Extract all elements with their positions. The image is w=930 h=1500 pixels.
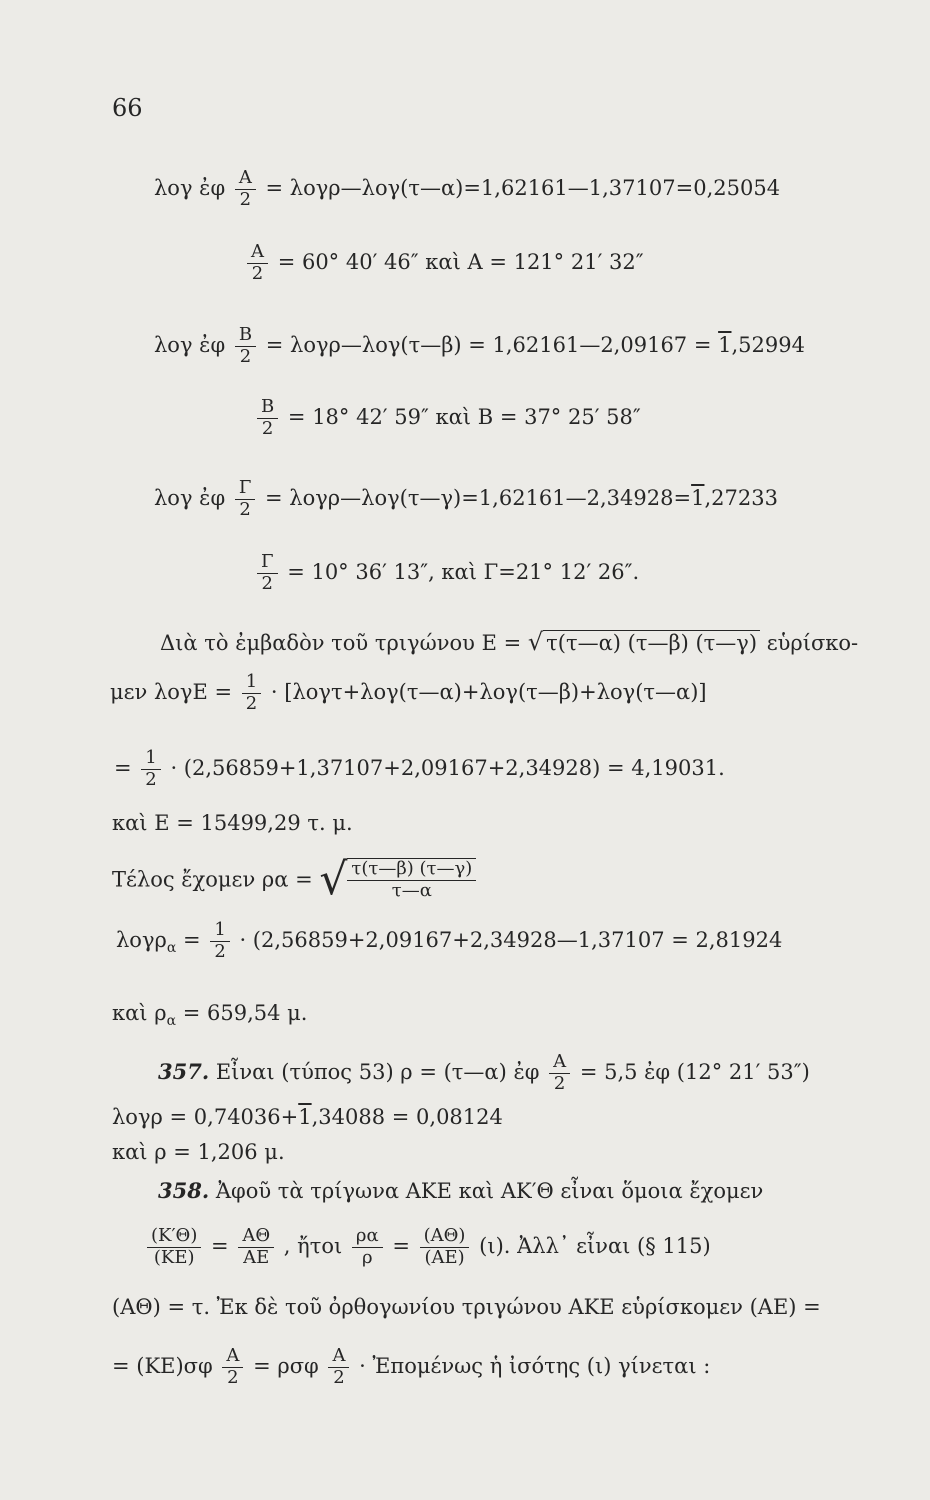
equation-log-tan-c-half bbox=[154, 478, 778, 521]
fraction-denominator: 2 bbox=[261, 572, 273, 594]
fraction bbox=[235, 325, 256, 368]
radius-result: καὶ ρ = 1,206 μ. bbox=[112, 1140, 285, 1164]
fraction-numerator: B bbox=[257, 397, 278, 419]
exercise-358 bbox=[158, 1180, 763, 1202]
eq-rhs: = λογρ—λογ(τ—β) = 1,62161—2,09167 = bbox=[265, 332, 719, 357]
fraction-numerator: τ(τ—β) (τ—γ) bbox=[347, 859, 476, 881]
fraction-numerator: (K′Θ) bbox=[147, 1226, 201, 1248]
fraction bbox=[549, 1052, 570, 1095]
exercise-357 bbox=[158, 1052, 810, 1095]
sqrt-sign: √ bbox=[527, 628, 544, 656]
eq-lhs: = (KE)σφ bbox=[112, 1353, 213, 1378]
subscript: α bbox=[166, 1013, 177, 1030]
text-run: = ρσφ bbox=[253, 1353, 319, 1378]
eq-equals: = bbox=[392, 1233, 410, 1258]
text-run: Διὰ τὸ ἐμβαδὸν τοῦ τριγώνου E = bbox=[160, 631, 522, 655]
fraction-denominator: AE bbox=[243, 1246, 270, 1268]
fraction-numerator: A bbox=[235, 168, 256, 190]
eq-rhs: = 18° 42′ 59″ καὶ B = 37° 25′ 58″ bbox=[287, 404, 641, 429]
bar-digit: 1 bbox=[298, 1105, 312, 1129]
equation-log-area bbox=[110, 672, 707, 715]
eq-rhs: = λογρ—λογ(τ—α)=1,62161—1,37107=0,25054 bbox=[265, 175, 781, 200]
fraction-denominator: 2 bbox=[227, 1366, 239, 1388]
text-run: Εἶναι (τύπος 53) ρ = (τ—α) ἐφ bbox=[215, 1059, 540, 1084]
fraction bbox=[257, 397, 278, 440]
fraction-numerator: 1 bbox=[141, 748, 160, 770]
fraction-numerator: A bbox=[549, 1052, 570, 1074]
equation-log-inradius bbox=[116, 920, 782, 963]
eq-equals: = bbox=[183, 927, 201, 952]
fraction-denominator: 2 bbox=[239, 345, 252, 367]
text-run: λογρ = 0,74036+ bbox=[112, 1105, 299, 1129]
fraction bbox=[247, 242, 268, 285]
eq-lhs: λογ ἐφ bbox=[154, 332, 226, 357]
eq-lhs: μεν λογE = bbox=[110, 679, 233, 704]
fraction-denominator: 2 bbox=[145, 768, 157, 790]
text-run-after: εὑρίσκο- bbox=[766, 631, 859, 655]
eq-rhs: · [λογτ+λογ(τ—α)+λογ(τ—β)+λογ(τ—α)] bbox=[270, 679, 707, 704]
eq-rhs: · (2,56859+1,37107+2,09167+2,34928) = 4,19031. bbox=[170, 755, 725, 780]
fraction-numerator: Γ bbox=[235, 478, 256, 500]
fraction-numerator: 1 bbox=[210, 920, 229, 942]
fraction bbox=[420, 1226, 470, 1269]
eq-rhs: = λογρ—λογ(τ—γ)=1,62161—2,34928= bbox=[265, 485, 692, 510]
equation-log-area-value bbox=[114, 748, 725, 791]
page-number: 66 bbox=[112, 94, 143, 122]
similar-triangles-ratio bbox=[144, 1226, 711, 1269]
eq-rhs: = 10° 36′ 13″, καὶ Γ=21° 12′ 26″. bbox=[287, 559, 640, 584]
fraction bbox=[222, 1346, 243, 1389]
fraction-denominator: 2 bbox=[333, 1366, 345, 1388]
fraction-denominator: 2 bbox=[245, 692, 258, 714]
fraction bbox=[347, 858, 476, 902]
eq-rest: ,34088 = 0,08124 bbox=[311, 1105, 503, 1129]
text-run-after: · Ἐπομένως ἡ ἰσότης (ι) γίνεται : bbox=[359, 1353, 711, 1378]
fraction-denominator: 2 bbox=[239, 188, 252, 210]
fraction bbox=[257, 552, 278, 595]
fraction-denominator: (AE) bbox=[424, 1246, 465, 1268]
fraction-denominator: 2 bbox=[239, 498, 251, 520]
eq-lhs: λογ ἐφ bbox=[154, 485, 226, 510]
fraction-numerator: 1 bbox=[242, 672, 261, 694]
bar-digit: 1 bbox=[691, 485, 705, 510]
eq-rhs: = 659,54 μ. bbox=[182, 1001, 308, 1025]
area-result: καὶ E = 15499,29 τ. μ. bbox=[112, 811, 353, 835]
exercise-number: 357. bbox=[158, 1058, 210, 1084]
fraction-numerator: A bbox=[328, 1346, 349, 1368]
equation-cotangent bbox=[112, 1346, 710, 1389]
fraction-denominator: (KE) bbox=[153, 1246, 195, 1268]
fraction bbox=[328, 1346, 349, 1389]
eq-rest: ,27233 bbox=[704, 485, 778, 510]
fraction-denominator: 2 bbox=[251, 262, 264, 284]
fraction bbox=[238, 1226, 274, 1269]
text-run: , ἤτοι bbox=[283, 1233, 343, 1258]
fraction-denominator: 2 bbox=[553, 1072, 566, 1094]
fraction-numerator: Γ bbox=[257, 552, 278, 574]
bar-digit: 1 bbox=[718, 332, 732, 357]
equation-log-tan-b-half bbox=[154, 325, 805, 368]
fraction-numerator: AΘ bbox=[238, 1226, 274, 1248]
eq-lhs: λογρ bbox=[116, 927, 167, 952]
fraction-numerator: A bbox=[222, 1346, 243, 1368]
equation-inradius bbox=[112, 854, 479, 905]
area-text-line bbox=[160, 630, 858, 654]
equation-a-half-angle bbox=[244, 242, 644, 285]
eq-lhs: λογ ἐφ bbox=[154, 175, 226, 200]
exercise-number: 358. bbox=[158, 1178, 210, 1203]
equation-b-half-angle bbox=[254, 397, 641, 440]
text-run-after: (ι). Ἀλλ᾽ εἶναι (§ 115) bbox=[479, 1233, 711, 1258]
fraction bbox=[235, 478, 256, 521]
fraction-denominator: ρ bbox=[361, 1246, 373, 1268]
eq-lhs: Τέλος ἔχομεν ρα = bbox=[112, 867, 313, 892]
fraction bbox=[210, 920, 229, 963]
eq-lhs: = bbox=[114, 755, 132, 780]
inradius-result bbox=[112, 1003, 307, 1028]
sqrt-radicand: τ(τ—α) (τ—β) (τ—γ) bbox=[543, 630, 760, 655]
eq-rhs: = 5,5 ἐφ (12° 21′ 53″) bbox=[579, 1059, 810, 1084]
text-line-orthogonal: (AΘ) = τ. Ἐκ δὲ τοῦ ὀρθογωνίου τριγώνου AKE εὑρίσκομεν (AE) = bbox=[112, 1295, 821, 1319]
fraction-denominator: 2 bbox=[214, 940, 226, 962]
sqrt-sign: √ bbox=[319, 854, 348, 905]
subscript: α bbox=[166, 940, 177, 957]
equation-c-half-angle bbox=[254, 552, 639, 595]
eq-rhs: = 60° 40′ 46″ καὶ A = 121° 21′ 32″ bbox=[277, 249, 644, 274]
fraction bbox=[352, 1226, 383, 1269]
fraction bbox=[242, 672, 261, 715]
text-run: Ἀφοῦ τὰ τρίγωνα AKE καὶ AK′Θ εἶναι ὅμοια ἔχομεν bbox=[215, 1179, 764, 1203]
fraction bbox=[141, 748, 160, 791]
fraction-numerator: (AΘ) bbox=[420, 1226, 470, 1248]
fraction-denominator: 2 bbox=[261, 417, 274, 439]
equation-log-tan-a-half bbox=[154, 168, 780, 211]
fraction-numerator: A bbox=[247, 242, 268, 264]
fraction-numerator: ρα bbox=[352, 1226, 383, 1248]
eq-equals: = bbox=[211, 1233, 229, 1258]
eq-rhs: · (2,56859+2,09167+2,34928—1,37107 = 2,81924 bbox=[239, 927, 783, 952]
eq-lhs: καὶ ρ bbox=[112, 1001, 167, 1025]
fraction-denominator: τ—α bbox=[391, 880, 432, 901]
fraction-numerator: B bbox=[235, 325, 256, 347]
fraction bbox=[147, 1226, 201, 1269]
eq-rest: ,52994 bbox=[731, 332, 805, 357]
fraction bbox=[235, 168, 256, 211]
equation-log-radius bbox=[112, 1107, 503, 1128]
